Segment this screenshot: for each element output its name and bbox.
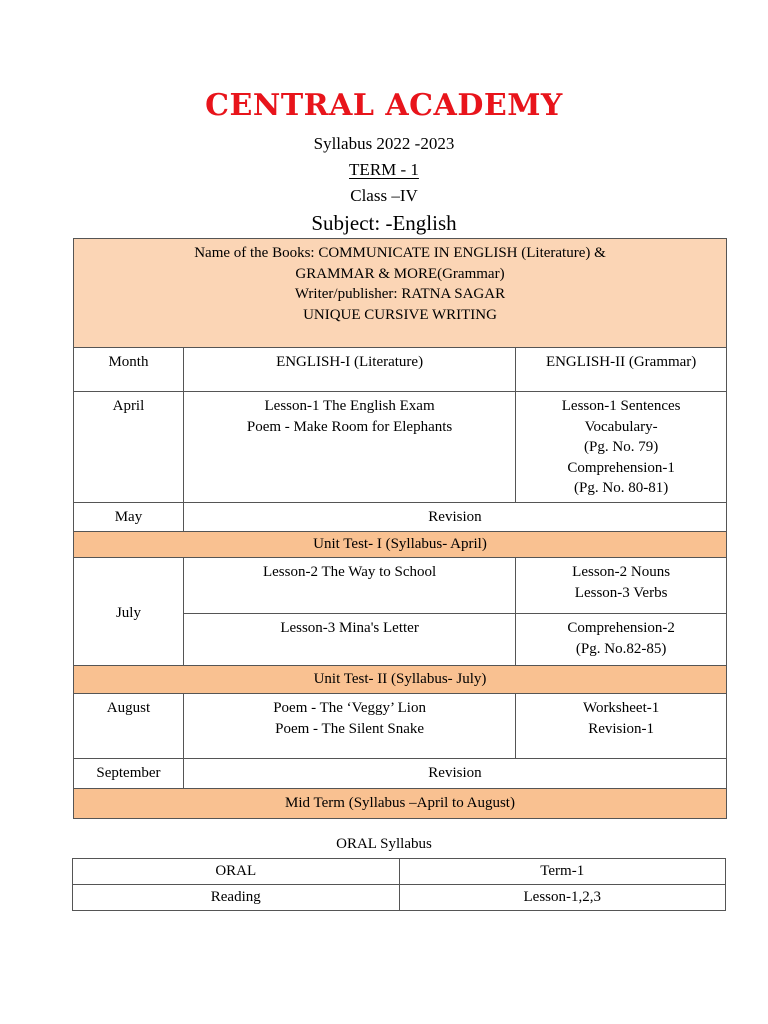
literature-header: ENGLISH-I (Literature) bbox=[183, 348, 515, 392]
table-row-may bbox=[74, 503, 727, 532]
oral-lessons-cell: Lesson-1,2,3 bbox=[399, 885, 726, 911]
literature-cell bbox=[183, 614, 515, 666]
syllabus-table bbox=[73, 238, 727, 819]
grammar-line: (Pg. No.82-85) bbox=[575, 640, 667, 657]
literature-line: Poem - The ‘Veggy’ Lion bbox=[273, 700, 426, 716]
books-line: Writer/publisher: RATNA SAGAR bbox=[294, 286, 506, 302]
literature-cell bbox=[183, 558, 515, 614]
grammar-cell bbox=[516, 614, 727, 666]
oral-header-row bbox=[73, 859, 726, 885]
grammar-line: (Pg. No. 80-81) bbox=[574, 480, 669, 496]
oral-row bbox=[73, 885, 726, 911]
column-header-row bbox=[74, 348, 727, 392]
grammar-line: (Pg. No. 79) bbox=[584, 439, 659, 455]
month-cell: April bbox=[74, 392, 184, 503]
class-label: Class –IV bbox=[350, 186, 418, 205]
oral-header: ORAL bbox=[73, 859, 400, 885]
month-cell: July bbox=[74, 558, 184, 666]
books-line: GRAMMAR & MORE(Grammar) bbox=[295, 265, 505, 282]
unit-test-1-row bbox=[74, 532, 727, 558]
literature-line: Poem - Make Room for Elephants bbox=[246, 418, 453, 435]
grammar-header: ENGLISH-II (Grammar) bbox=[516, 348, 727, 392]
grammar-line: Vocabulary- bbox=[584, 418, 658, 435]
term-header: Term-1 bbox=[399, 859, 726, 885]
grammar-line: Lesson-2 Nouns bbox=[572, 564, 671, 580]
month-cell: September bbox=[74, 759, 184, 789]
literature-line: Lesson-1 The English Exam bbox=[264, 398, 435, 414]
literature-cell bbox=[183, 694, 515, 759]
grammar-line: Worksheet-1 bbox=[582, 700, 660, 716]
unit-test-2-cell: Unit Test- II (Syllabus- July) bbox=[74, 666, 727, 694]
oral-activity-cell: Reading bbox=[73, 885, 400, 911]
revision-cell: Revision bbox=[183, 759, 726, 789]
table-row-july-a bbox=[74, 558, 727, 614]
grammar-cell bbox=[516, 558, 727, 614]
books-line: Name of the Books: COMMUNICATE IN ENGLISH (Literature) & bbox=[194, 245, 606, 261]
grammar-line: Lesson-1 Sentences bbox=[561, 398, 681, 414]
grammar-cell bbox=[516, 694, 727, 759]
grammar-line: Revision-1 bbox=[588, 720, 655, 737]
grammar-line: Comprehension-2 bbox=[567, 620, 675, 636]
term-text: TERM - 1 bbox=[349, 160, 419, 179]
oral-caption: ORAL Syllabus bbox=[336, 836, 432, 852]
literature-line: Lesson-2 The Way to School bbox=[262, 564, 437, 580]
table-row-september bbox=[74, 759, 727, 789]
oral-table bbox=[72, 858, 726, 911]
subject-label: Subject: -English bbox=[311, 211, 457, 235]
term-label bbox=[0, 160, 768, 180]
grammar-line: Lesson-3 Verbs bbox=[574, 584, 668, 601]
books-cell bbox=[74, 239, 727, 348]
school-name: CENTRAL ACADEMY bbox=[205, 88, 563, 123]
month-cell: August bbox=[74, 694, 184, 759]
revision-cell: Revision bbox=[183, 503, 726, 532]
month-cell: May bbox=[74, 503, 184, 532]
grammar-cell bbox=[516, 392, 727, 503]
mid-term-row bbox=[74, 789, 727, 819]
table-row-april bbox=[74, 392, 727, 503]
syllabus-year: Syllabus 2022 -2023 bbox=[313, 134, 455, 153]
literature-line: Lesson-3 Mina's Letter bbox=[280, 620, 419, 636]
grammar-line: Comprehension-1 bbox=[567, 459, 675, 476]
unit-test-1-cell: Unit Test- I (Syllabus- April) bbox=[74, 532, 727, 558]
mid-term-cell: Mid Term (Syllabus –April to August) bbox=[74, 789, 727, 819]
books-row bbox=[74, 239, 727, 348]
table-row-august bbox=[74, 694, 727, 759]
books-line: UNIQUE CURSIVE WRITING bbox=[303, 306, 497, 323]
unit-test-2-row bbox=[74, 666, 727, 694]
literature-line: Poem - The Silent Snake bbox=[275, 720, 425, 737]
month-header: Month bbox=[74, 348, 184, 392]
literature-cell bbox=[183, 392, 515, 503]
